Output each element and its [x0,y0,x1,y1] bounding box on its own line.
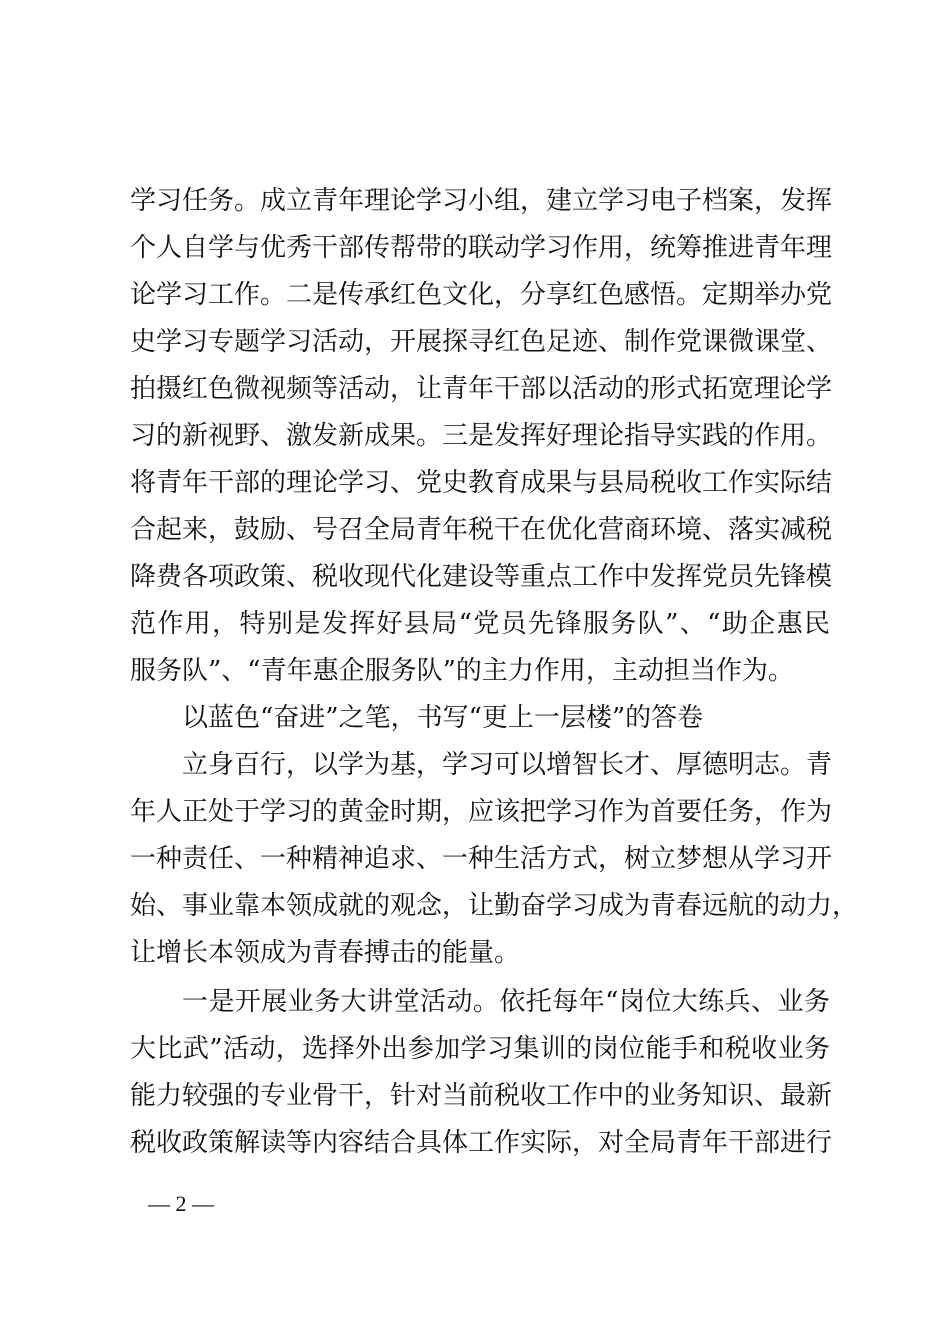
text-line: 合起来，鼓励、号召全局青年税干在优化营商环境、落实减税 [130,515,833,545]
text-line: 范作用，特别是发挥好县局“党员先锋服务队”、“助企惠民 [130,609,830,639]
text-line: 降费各项政策、税收现代化建设等重点工作中发挥党员先锋模 [130,562,833,592]
section-heading: 以蓝色“奋进”之笔，书写“更上一层楼”的答卷 [182,703,704,733]
text-line: 将青年干部的理论学习、党史教育成果与县局税收工作实际结 [130,468,833,498]
text-line: 习的新视野、激发新成果。三是发挥好理论指导实践的作用。 [130,421,833,451]
text-line: 大比武”活动，选择外出参加学习集训的岗位能手和税收业务 [130,1034,830,1064]
text-line: 立身百行，以学为基，学习可以增智长才、厚德明志。青 [182,750,833,780]
page-number: — 2 — [148,1191,214,1216]
text-line: 一种责任、一种精神追求、一种生活方式，树立梦想从学习开 [130,844,833,874]
document-body [130,178,859,1167]
text-line: 学习任务。成立青年理论学习小组，建立学习电子档案，发挥 [130,186,833,216]
text-line: 论学习工作。二是传承红色文化，分享红色感悟。定期举办党 [130,280,833,310]
text-line: 税收政策解读等内容结合具体工作实际，对全局青年干部进行 [130,1128,833,1158]
text-line: 个人自学与优秀干部传帮带的联动学习作用，统筹推进青年理 [130,233,833,263]
text-line: 始、事业靠本领成就的观念，让勤奋学习成为青春远航的动力， [130,891,859,921]
text-line: 服务队”、“青年惠企服务队”的主力作用，主动担当作为。 [130,656,794,686]
text-line: 拍摄红色微视频等活动，让青年干部以活动的形式拓宽理论学 [130,374,833,404]
text-line: 年人正处于学习的黄金时期，应该把学习作为首要任务，作为 [130,797,833,827]
text-line: 史学习专题学习活动，开展探寻红色足迹、制作党课微课堂、 [130,327,833,357]
text-line: 让增长本领成为青春搏击的能量。 [130,938,521,968]
text-line: 能力较强的专业骨干，针对当前税收工作中的业务知识、最新 [130,1081,833,1111]
text-line: 一是开展业务大讲堂活动。依托每年“岗位大练兵、业务 [182,987,830,1017]
